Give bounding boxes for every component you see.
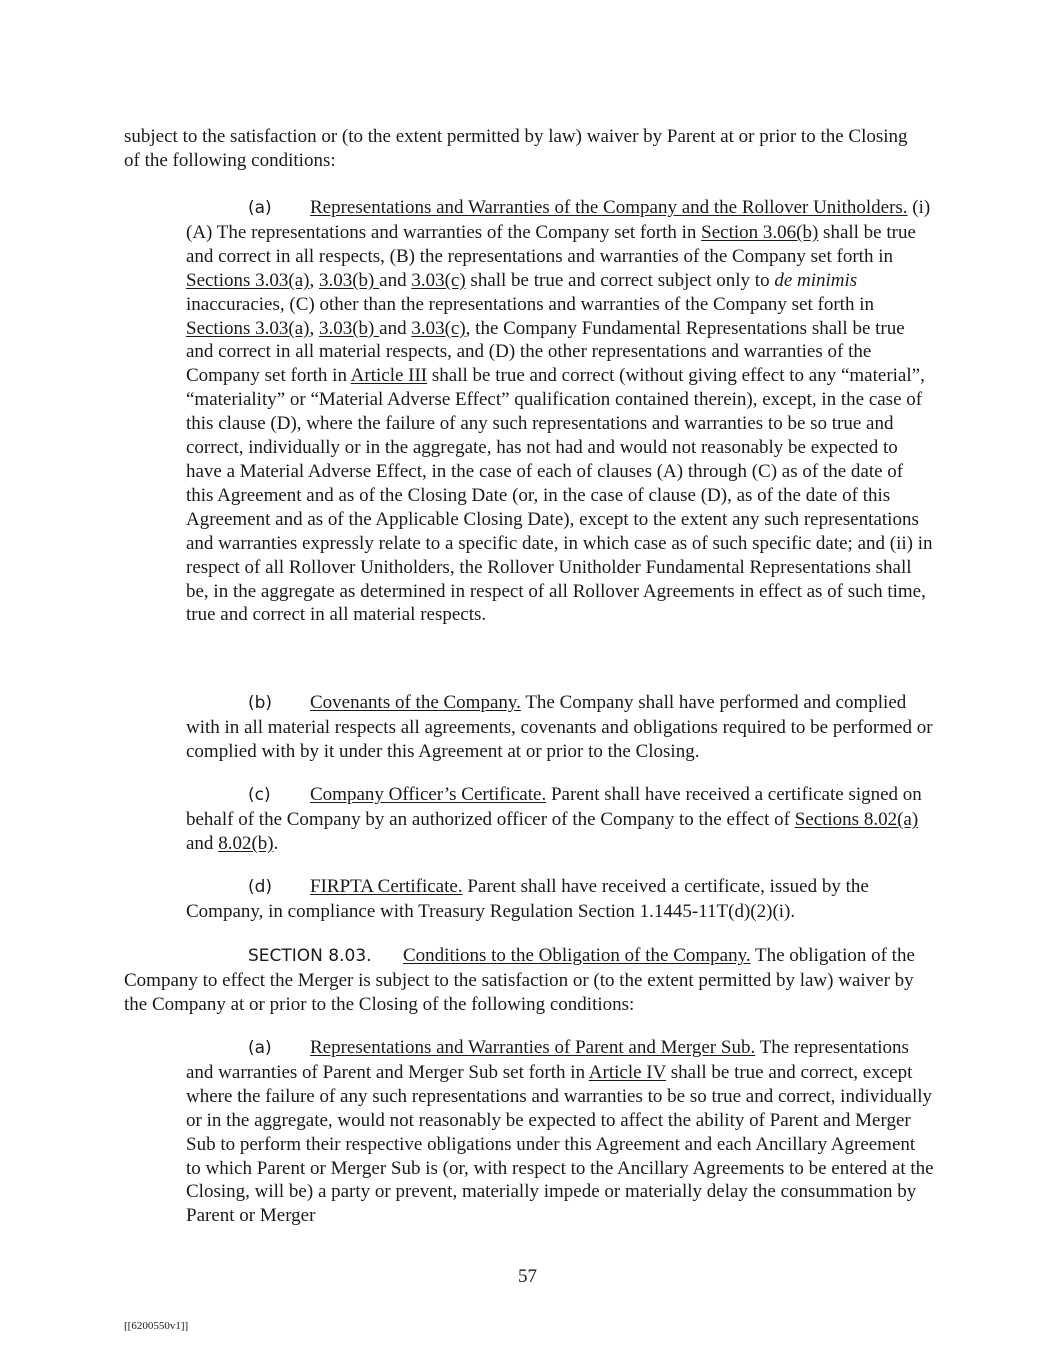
- section-label: SECTION 8.03.: [248, 946, 372, 966]
- paragraph-d-firpta: (d) FIRPTA Certificate. Parent shall have received a certificate, issued by the Company, in compliance with Treasury Regulation Section 1.1445-11T(d)(2)(i).: [186, 876, 869, 922]
- cross-reference: 3.03(b): [318, 317, 380, 339]
- cross-reference: Section 3.06(b): [701, 221, 819, 243]
- section-heading: Conditions to the Obligation of the Company.: [403, 945, 751, 966]
- paragraph-b-covenants: (b) Covenants of the Company. The Company shall have performed and complied with in all material respects all agreements, covenants and obligations required to be performed or complied with by it under this Agreement at or prior to the Closing.: [186, 692, 933, 762]
- intro-paragraph: subject to the satisfaction or (to the extent permitted by law) waiver by Parent at or prior to the Closing of the following conditions:: [124, 126, 908, 171]
- cross-reference: 3.03(c): [411, 317, 466, 339]
- cross-reference: Article IV: [588, 1061, 666, 1083]
- cross-reference: 8.02(b): [218, 832, 274, 854]
- cross-reference: Sections 3.03(a): [186, 317, 310, 339]
- paragraph-a-parent-reps: (a) Representations and Warranties of Parent and Merger Sub. The representations and warranties of Parent and Merger Sub set forth in Article IV shall be true and correct, except where the failure of any such representations and warranties to be so true and correct, individually or in the aggregate, would not reasonably be expected to affect the ability of Parent and Merger Sub to perform their respective obligations under this Agreement and each Ancillary Agreement to which Parent or Merger Sub is (or, with respect to the Ancillary Agreements to be entered at the Closing, will be) a party or prevent, materially impede or materially delay the consummation by Parent or Merger: [186, 1037, 934, 1227]
- paragraph-heading: FIRPTA Certificate.: [310, 876, 463, 897]
- paragraph-label: (a): [248, 1038, 272, 1058]
- cross-reference: 3.03(c): [411, 269, 466, 291]
- cross-reference: Sections 8.02(a): [794, 808, 919, 830]
- cross-reference: Sections 3.03(a): [186, 269, 310, 291]
- paragraph-label: (c): [248, 785, 271, 805]
- paragraph-heading: Representations and Warranties of the Company and the Rollover Unitholders.: [310, 197, 908, 218]
- cross-reference: 3.03(b): [318, 269, 380, 291]
- page-number: 57: [518, 1266, 537, 1287]
- paragraph-a-company-reps: (a) Representations and Warranties of the Company and the Rollover Unitholders. (i) (A) The representations and warranties of the Company set forth in Section 3.06(b) shall be true and correct in all respects, (B) the representations and warranties of the Company set forth in Sections 3.03(a), 3.03(b) and 3.03(c) shall be true and correct subject only to de minimis inaccuracies, (C) other than the representations and warranties of the Company set forth in Sections 3.03(a), 3.03(b) and 3.03(c), the Company Fundamental Representations shall be true and correct in all material respects, and (D) the other representations and warranties of the Company set forth in Article III shall be true and correct (without giving effect to any “material”, “materiality” or “Material Adverse Effect” qualification contained therein), except, in the case of this clause (D), where the failure of any such representations and warranties to be so true and correct, individually or in the aggregate, has not had and would not reasonably be expected to have a Material Adverse Effect, in the case of each of clauses (A) through (C) as of the date of this Agreement and as of the Closing Date (or, in the case of clause (D), as of the date of this Agreement and as of the Applicable Closing Date), except to the extent any such representations and warranties expressly relate to a specific date, in which case as of such specific date; and (ii) in respect of all Rollover Unitholders, the Rollover Unitholder Fundamental Representations shall be, in the aggregate as determined in respect of all Rollover Agreements in effect as of such time, true and correct in all material respects.: [186, 197, 933, 626]
- paragraph-heading: Covenants of the Company.: [310, 692, 521, 713]
- paragraph-heading: Representations and Warranties of Parent and Merger Sub.: [310, 1037, 756, 1058]
- cross-reference: Article III: [350, 365, 428, 387]
- paragraph-c-officer-certificate: (c) Company Officer’s Certificate. Parent shall have received a certificate signed on behalf of the Company by an authorized officer of the Company to the effect of Sections 8.02(a) and 8.02(b).: [186, 784, 922, 854]
- italic-term: de minimis: [774, 269, 858, 291]
- paragraph-label: (b): [248, 693, 273, 713]
- paragraph-heading: Company Officer’s Certificate.: [310, 784, 547, 805]
- document-id: [[6200550v1]]: [124, 1320, 189, 1332]
- section-8-03: SECTION 8.03. Conditions to the Obligation of the Company. The obligation of the Company to effect the Merger is subject to the satisfaction or (to the extent permitted by law) waiver by the Company at or prior to the Closing of the following conditions:: [124, 945, 915, 1015]
- paragraph-label: (a): [248, 198, 272, 218]
- paragraph-label: (d): [248, 877, 273, 897]
